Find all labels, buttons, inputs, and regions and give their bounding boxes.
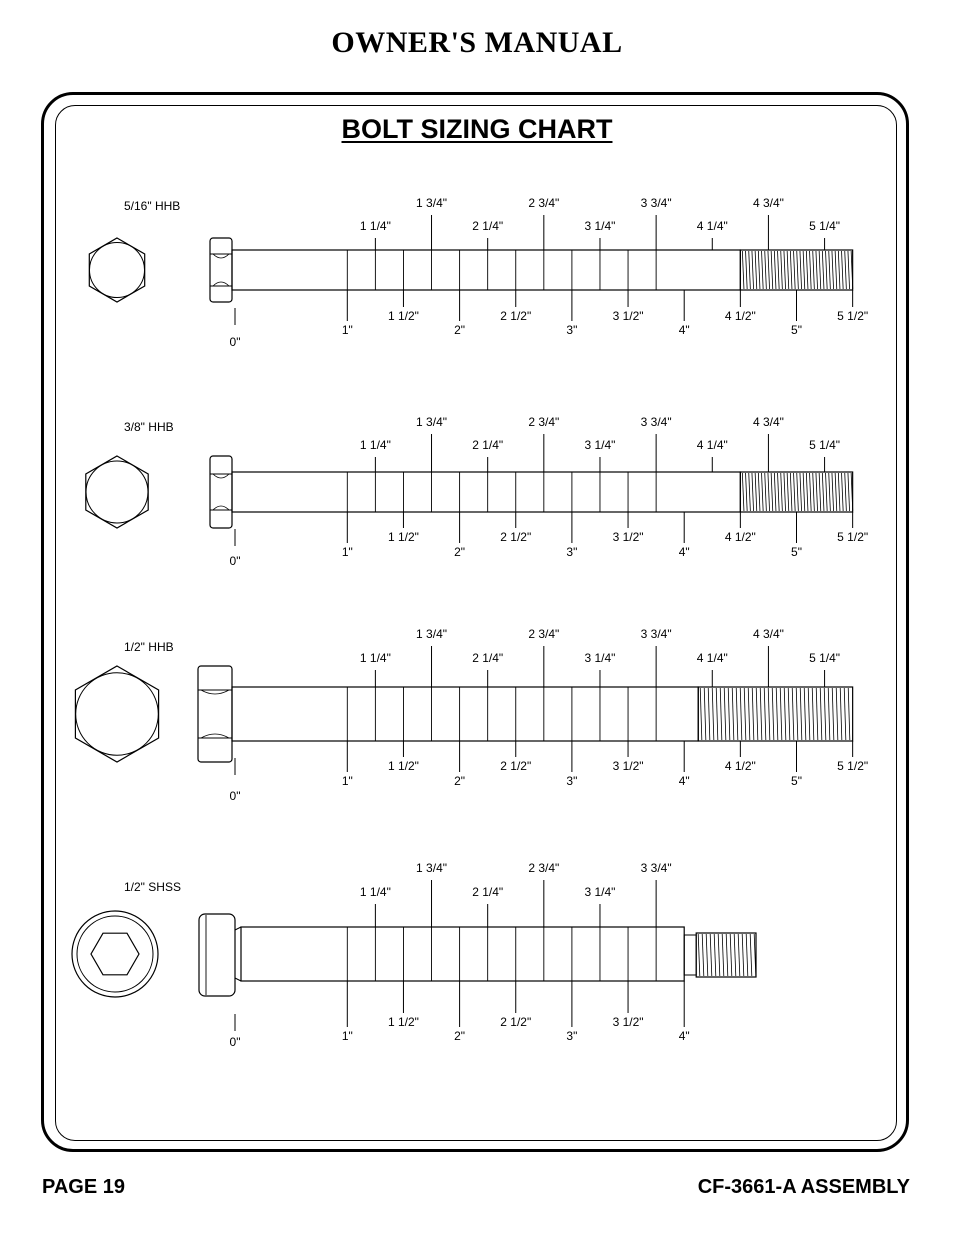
bottom-measure-label: 2 1/2" bbox=[500, 309, 532, 323]
thread-line bbox=[755, 251, 757, 289]
thread-line bbox=[778, 473, 780, 511]
head-washer-face-icon bbox=[89, 242, 144, 297]
thread-line bbox=[816, 251, 818, 289]
thread-line bbox=[787, 473, 789, 511]
thread-line bbox=[742, 934, 744, 976]
top-measure-label: 1 1/4" bbox=[359, 438, 391, 452]
bottom-measure-label: 2" bbox=[454, 323, 466, 337]
shank-fillet bbox=[235, 927, 241, 930]
bottom-measure-label: 2 1/2" bbox=[500, 530, 532, 544]
thread-line bbox=[762, 251, 764, 289]
top-measure-label: 2 3/4" bbox=[528, 415, 560, 429]
bolt-3 bbox=[72, 880, 756, 1031]
thread-line bbox=[755, 473, 757, 511]
thread-line bbox=[722, 934, 724, 976]
top-measure-label: 2 3/4" bbox=[528, 627, 560, 641]
thread-line bbox=[752, 688, 754, 740]
top-measure-label: 4 3/4" bbox=[752, 415, 784, 429]
thread-line bbox=[762, 473, 764, 511]
thread-line bbox=[788, 688, 790, 740]
thread-line bbox=[746, 473, 748, 511]
hex-head-side-icon bbox=[210, 238, 232, 302]
thread-line bbox=[714, 934, 716, 976]
thread-line bbox=[844, 688, 846, 740]
socket-head-end-icon bbox=[72, 911, 158, 997]
top-measure-label: 3 3/4" bbox=[640, 196, 672, 210]
top-measure-label: 3 3/4" bbox=[640, 415, 672, 429]
thread-line bbox=[822, 473, 824, 511]
head-washer-face-icon bbox=[86, 461, 148, 523]
bolt-neck bbox=[684, 935, 696, 975]
bottom-measure-label: 4 1/2" bbox=[724, 759, 756, 773]
thread-line bbox=[829, 473, 831, 511]
thread-line bbox=[720, 688, 722, 740]
thread-line bbox=[784, 251, 786, 289]
thread-line bbox=[756, 688, 758, 740]
top-measure-label: 5 1/4" bbox=[809, 651, 841, 665]
thread-line bbox=[797, 473, 799, 511]
thread-line bbox=[812, 688, 814, 740]
bottom-measure-label: 2" bbox=[454, 1029, 466, 1043]
thread-line bbox=[768, 688, 770, 740]
bolt-name-label: 5/16" HHB bbox=[124, 199, 181, 213]
thread-line bbox=[796, 688, 798, 740]
top-measure-label: 2 1/4" bbox=[472, 438, 504, 452]
top-measure-label: 3 3/4" bbox=[640, 861, 672, 875]
bottom-measure-label: 3" bbox=[566, 323, 578, 337]
top-measure-label: 1 1/4" bbox=[359, 651, 391, 665]
bottom-measure-label: 4" bbox=[678, 545, 690, 559]
bottom-measure-label: 1 1/2" bbox=[387, 309, 419, 323]
thread-line bbox=[808, 688, 810, 740]
bottom-measure-label: 4 1/2" bbox=[724, 309, 756, 323]
top-measure-label: 1 3/4" bbox=[416, 861, 448, 875]
thread-line bbox=[806, 473, 808, 511]
top-measure-label: 3 1/4" bbox=[584, 438, 616, 452]
thread-line bbox=[848, 473, 850, 511]
bottom-measure-label: 4" bbox=[678, 774, 690, 788]
thread-line bbox=[774, 251, 776, 289]
head-chamfer-arc bbox=[213, 282, 229, 286]
bottom-measure-label: 5 1/2" bbox=[837, 759, 869, 773]
bottom-measure-label: 5 1/2" bbox=[837, 530, 869, 544]
bottom-measure-label: 3 1/2" bbox=[612, 309, 644, 323]
top-measure-label: 2 1/4" bbox=[472, 885, 504, 899]
bottom-measure-label: 5 1/2" bbox=[837, 309, 869, 323]
thread-line bbox=[835, 473, 837, 511]
thread-line bbox=[810, 251, 812, 289]
top-measure-label: 2 1/4" bbox=[472, 651, 504, 665]
thread-line bbox=[806, 251, 808, 289]
bottom-measure-label: 1" bbox=[341, 545, 353, 559]
thread-line bbox=[730, 934, 732, 976]
top-measure-label: 4 1/4" bbox=[696, 219, 728, 233]
bottom-measure-label: 3" bbox=[566, 774, 578, 788]
thread-line bbox=[784, 688, 786, 740]
thread-line bbox=[768, 473, 770, 511]
bottom-measure-label: 2 1/2" bbox=[500, 759, 532, 773]
head-chamfer-arc bbox=[213, 474, 229, 478]
thread-line bbox=[819, 251, 821, 289]
thread-line bbox=[742, 473, 744, 511]
thread-line bbox=[836, 688, 838, 740]
bottom-measure-label: 4" bbox=[678, 323, 690, 337]
bolt-name-label: 1/2" HHB bbox=[124, 640, 174, 654]
thread-line bbox=[826, 251, 828, 289]
thread-line bbox=[787, 251, 789, 289]
bottom-measure-label: 1 1/2" bbox=[387, 530, 419, 544]
thread-line bbox=[732, 688, 734, 740]
thread-line bbox=[824, 688, 826, 740]
thread-line bbox=[832, 688, 834, 740]
thread-line bbox=[765, 251, 767, 289]
thread-line bbox=[740, 688, 742, 740]
manual-title: OWNER'S MANUAL bbox=[331, 26, 623, 59]
top-measure-label: 5 1/4" bbox=[809, 438, 841, 452]
head-chamfer-arc bbox=[213, 254, 229, 258]
thread-line bbox=[794, 251, 796, 289]
thread-line bbox=[734, 934, 736, 976]
zero-label: 0" bbox=[229, 335, 241, 349]
bottom-measure-label: 1 1/2" bbox=[387, 1015, 419, 1029]
bolt-name-label: 1/2" SHSS bbox=[124, 880, 181, 894]
top-measure-label: 1 3/4" bbox=[416, 627, 448, 641]
thread-line bbox=[738, 934, 740, 976]
thread-line bbox=[716, 688, 718, 740]
zero-label: 0" bbox=[229, 789, 241, 803]
thread-line bbox=[718, 934, 720, 976]
thread-line bbox=[848, 251, 850, 289]
bottom-measure-label: 3 1/2" bbox=[612, 530, 644, 544]
thread-line bbox=[704, 688, 706, 740]
thread-line bbox=[726, 934, 728, 976]
thread-line bbox=[800, 688, 802, 740]
thread-line bbox=[810, 473, 812, 511]
top-measure-label: 3 3/4" bbox=[640, 627, 672, 641]
thread-line bbox=[832, 251, 834, 289]
top-measure-label: 1 1/4" bbox=[359, 885, 391, 899]
thread-line bbox=[819, 473, 821, 511]
bottom-measure-label: 4" bbox=[678, 1029, 690, 1043]
top-measure-label: 3 1/4" bbox=[584, 651, 616, 665]
top-measure-label: 3 1/4" bbox=[584, 885, 616, 899]
thread-line bbox=[797, 251, 799, 289]
thread-line bbox=[832, 473, 834, 511]
bottom-measure-label: 3" bbox=[566, 1029, 578, 1043]
top-measure-label: 1 3/4" bbox=[416, 196, 448, 210]
thread-line bbox=[746, 251, 748, 289]
chart-title: BOLT SIZING CHART bbox=[341, 114, 613, 144]
top-measure-label: 4 1/4" bbox=[696, 438, 728, 452]
top-measure-label: 4 3/4" bbox=[752, 627, 784, 641]
bottom-measure-label: 5" bbox=[791, 323, 802, 337]
hex-head-side-icon bbox=[210, 456, 232, 528]
top-measure-label: 2 3/4" bbox=[528, 196, 560, 210]
thread-line bbox=[749, 473, 751, 511]
thread-line bbox=[706, 934, 708, 976]
top-measure-label: 1 1/4" bbox=[359, 219, 391, 233]
thread-line bbox=[744, 688, 746, 740]
hex-head-side-icon bbox=[198, 666, 232, 762]
thread-line bbox=[820, 688, 822, 740]
thread-line bbox=[848, 688, 850, 740]
thread-line bbox=[708, 688, 710, 740]
thread-line bbox=[750, 934, 752, 976]
thread-line bbox=[813, 473, 815, 511]
thread-line bbox=[728, 688, 730, 740]
thread-line bbox=[792, 688, 794, 740]
thread-line bbox=[828, 688, 830, 740]
thread-line bbox=[768, 251, 770, 289]
zero-label: 0" bbox=[229, 1035, 241, 1049]
thread-line bbox=[736, 688, 738, 740]
bolt-shank bbox=[232, 472, 740, 512]
thread-line bbox=[790, 251, 792, 289]
bottom-measure-label: 2" bbox=[454, 774, 466, 788]
top-measure-label: 4 3/4" bbox=[752, 196, 784, 210]
hex-head-end-icon bbox=[75, 666, 158, 762]
thread-line bbox=[822, 251, 824, 289]
head-chamfer-arc bbox=[201, 734, 229, 738]
bottom-measure-label: 3 1/2" bbox=[612, 759, 644, 773]
top-measure-label: 2 3/4" bbox=[528, 861, 560, 875]
top-measure-label: 2 1/4" bbox=[472, 219, 504, 233]
thread-line bbox=[758, 473, 760, 511]
thread-line bbox=[771, 251, 773, 289]
bottom-measure-label: 2" bbox=[454, 545, 466, 559]
thread-line bbox=[758, 251, 760, 289]
thread-line bbox=[794, 473, 796, 511]
shank-fillet bbox=[235, 978, 241, 981]
thread-line bbox=[752, 473, 754, 511]
bottom-measure-label: 3 1/2" bbox=[612, 1015, 644, 1029]
thread-line bbox=[784, 473, 786, 511]
thread-line bbox=[760, 688, 762, 740]
thread-line bbox=[842, 473, 844, 511]
top-measure-label: 3 1/4" bbox=[584, 219, 616, 233]
thread-line bbox=[800, 473, 802, 511]
thread-line bbox=[842, 251, 844, 289]
bottom-measure-label: 3" bbox=[566, 545, 578, 559]
thread-line bbox=[816, 473, 818, 511]
thread-line bbox=[752, 251, 754, 289]
thread-line bbox=[698, 934, 700, 976]
thread-line bbox=[772, 688, 774, 740]
bottom-measure-label: 5" bbox=[791, 774, 802, 788]
thread-line bbox=[800, 251, 802, 289]
page-number: PAGE 19 bbox=[42, 1176, 125, 1198]
thread-line bbox=[778, 251, 780, 289]
thread-line bbox=[845, 251, 847, 289]
head-chamfer-arc bbox=[201, 690, 229, 694]
thread-line bbox=[771, 473, 773, 511]
bolt-name-label: 3/8" HHB bbox=[124, 420, 174, 434]
hex-head-end-icon bbox=[86, 456, 148, 528]
thread-line bbox=[790, 473, 792, 511]
thread-line bbox=[838, 473, 840, 511]
bottom-measure-label: 1 1/2" bbox=[387, 759, 419, 773]
bolt-shank bbox=[232, 250, 740, 290]
thread-line bbox=[835, 251, 837, 289]
thread-line bbox=[781, 251, 783, 289]
thread-line bbox=[764, 688, 766, 740]
thread-line bbox=[781, 473, 783, 511]
top-measure-label: 4 1/4" bbox=[696, 651, 728, 665]
thread-line bbox=[765, 473, 767, 511]
thread-line bbox=[780, 688, 782, 740]
bottom-measure-label: 5" bbox=[791, 545, 802, 559]
thread-line bbox=[776, 688, 778, 740]
bottom-measure-label: 1" bbox=[341, 1029, 353, 1043]
hex-head-end-icon bbox=[89, 238, 144, 302]
bottom-measure-label: 2 1/2" bbox=[500, 1015, 532, 1029]
head-chamfer-arc bbox=[213, 506, 229, 510]
top-measure-label: 5 1/4" bbox=[809, 219, 841, 233]
thread-line bbox=[746, 934, 748, 976]
thread-line bbox=[838, 251, 840, 289]
thread-line bbox=[816, 688, 818, 740]
thread-line bbox=[742, 251, 744, 289]
thread-line bbox=[829, 251, 831, 289]
thread-line bbox=[803, 251, 805, 289]
thread-line bbox=[813, 251, 815, 289]
head-washer-face-icon bbox=[76, 673, 159, 756]
thread-line bbox=[840, 688, 842, 740]
thread-line bbox=[749, 251, 751, 289]
thread-line bbox=[748, 688, 750, 740]
thread-line bbox=[702, 934, 704, 976]
bolt-shank bbox=[241, 927, 684, 981]
thread-line bbox=[712, 688, 714, 740]
document-id: CF-3661-A ASSEMBLY bbox=[697, 1176, 910, 1198]
bottom-measure-label: 1" bbox=[341, 774, 353, 788]
thread-line bbox=[804, 688, 806, 740]
thread-line bbox=[774, 473, 776, 511]
thread-line bbox=[826, 473, 828, 511]
thread-line bbox=[710, 934, 712, 976]
thread-line bbox=[803, 473, 805, 511]
bottom-measure-label: 1" bbox=[341, 323, 353, 337]
zero-label: 0" bbox=[229, 554, 241, 568]
thread-line bbox=[700, 688, 702, 740]
bottom-measure-label: 4 1/2" bbox=[724, 530, 756, 544]
bolt-2 bbox=[75, 646, 852, 775]
top-measure-label: 1 3/4" bbox=[416, 415, 448, 429]
socket-head-chamfer-icon bbox=[77, 916, 153, 992]
hex-socket-icon bbox=[91, 933, 139, 975]
socket-head-side-icon bbox=[199, 914, 235, 996]
thread-line bbox=[845, 473, 847, 511]
thread-line bbox=[724, 688, 726, 740]
